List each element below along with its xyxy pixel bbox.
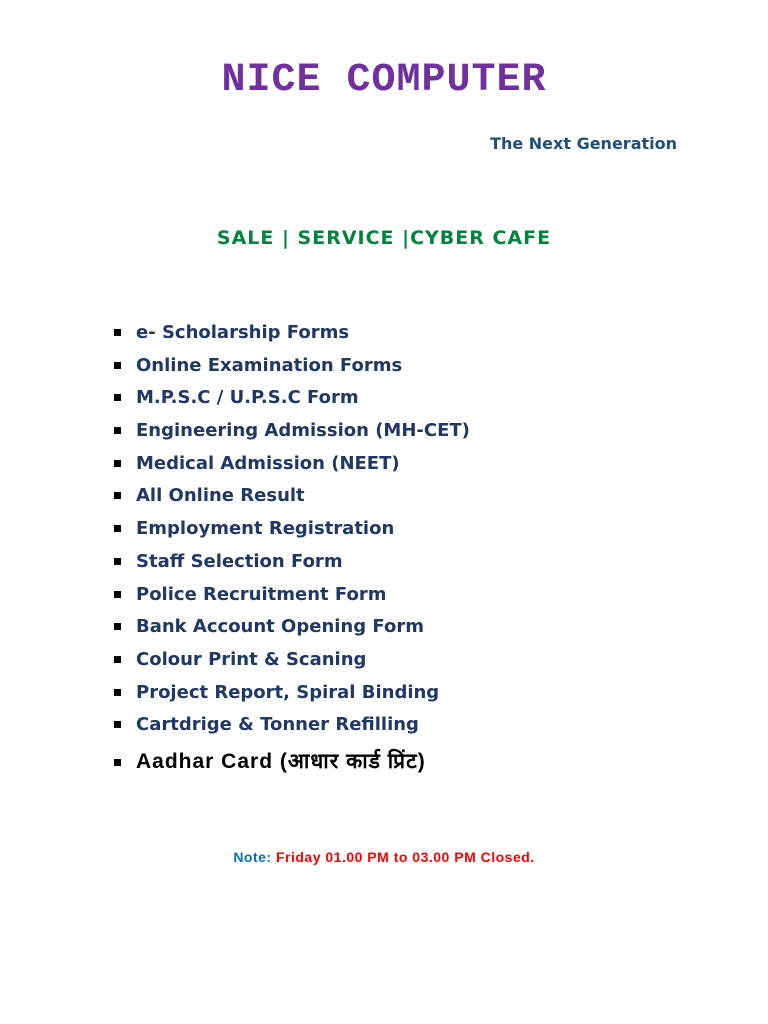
- list-item-label: Colour Print & Scaning: [136, 648, 367, 670]
- list-item: [112, 383, 470, 416]
- list-item-label: Aadhar Card (आधार कार्ड प्रिंट): [136, 749, 426, 773]
- list-item-label: M.P.S.C / U.P.S.C Form: [136, 387, 359, 409]
- list-item: [112, 547, 470, 580]
- list-item-label: Bank Account Opening Form: [136, 616, 424, 638]
- square-bullet-icon: [114, 460, 121, 467]
- square-bullet-icon: [114, 394, 121, 401]
- list-item: [112, 416, 470, 449]
- square-bullet-icon: [114, 656, 121, 663]
- list-item-label: Project Report, Spiral Binding: [136, 681, 440, 703]
- list-item: [112, 645, 470, 678]
- list-item-aadhar: [112, 747, 470, 780]
- square-bullet-icon: [114, 689, 121, 696]
- square-bullet-icon: [114, 721, 121, 728]
- square-bullet-icon: [114, 623, 121, 630]
- closing-note: [0, 849, 768, 865]
- note-text: Friday 01.00 PM to 03.00 PM Closed.: [275, 849, 535, 865]
- list-item: [112, 449, 470, 482]
- note-label: Note:: [233, 849, 272, 865]
- square-bullet-icon: [114, 525, 121, 532]
- list-item-label: Engineering Admission (MH-CET): [136, 420, 470, 442]
- list-item: [112, 481, 470, 514]
- square-bullet-icon: [114, 329, 121, 336]
- square-bullet-icon: [114, 558, 121, 565]
- list-item-label: Online Examination Forms: [136, 354, 403, 376]
- list-item-label: e- Scholarship Forms: [136, 322, 350, 343]
- tagline: The Next Generation: [490, 134, 677, 153]
- square-bullet-icon: [114, 427, 121, 434]
- list-item: [112, 710, 470, 743]
- square-bullet-icon: [114, 492, 121, 499]
- list-item: [112, 351, 470, 384]
- list-item-label: Medical Admission (NEET): [136, 452, 400, 474]
- list-item-label: All Online Result: [136, 485, 305, 507]
- list-item: [112, 318, 470, 351]
- square-bullet-icon: [114, 759, 121, 766]
- square-bullet-icon: [114, 362, 121, 369]
- list-item-label: Police Recruitment Form: [136, 583, 387, 605]
- services-heading: SALE | SERVICE |CYBER CAFE: [216, 227, 552, 249]
- list-item: [112, 678, 470, 711]
- square-bullet-icon: [114, 591, 121, 598]
- list-item-label: Staff Selection Form: [136, 550, 343, 572]
- list-item-label: Cartdrige & Tonner Refilling: [136, 714, 419, 736]
- list-item: [112, 514, 470, 547]
- list-item: [112, 580, 470, 613]
- list-item-label: Employment Registration: [136, 518, 395, 540]
- page-title: NICE COMPUTER: [221, 58, 547, 103]
- services-list: [112, 318, 470, 780]
- list-item: [112, 612, 470, 645]
